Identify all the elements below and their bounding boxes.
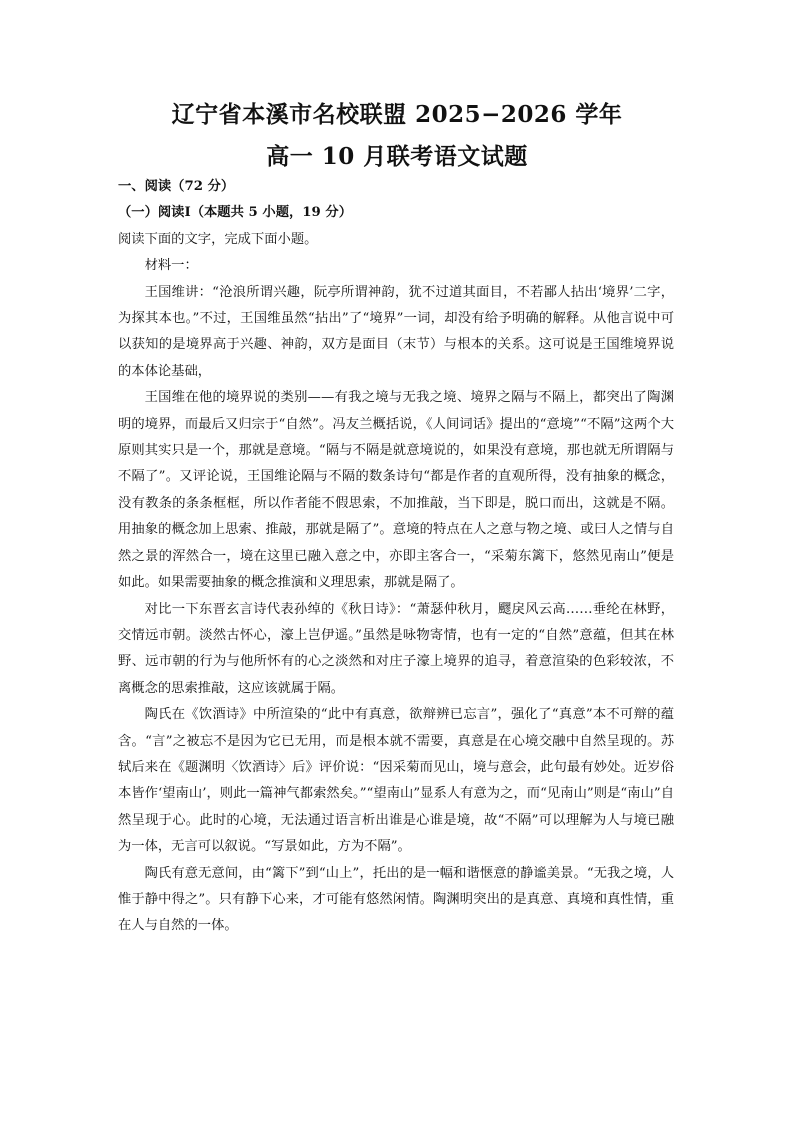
paragraph-2: 王国维在他的境界说的类别——有我之境与无我之境、境界之隔与不隔上，都突出了陶渊明的境界，而最后又归宗于“自然”。冯友兰概括说，《人间词话》提出的“意境”“不隔”这两个大原则其实只是一个，那就是意境。“隔与不隔是就意境说的，如果没有意境，那也就无所谓隔与不隔了”。又评论说，王国维论隔与不隔的数条诗句“都是作者的直观所得，没有抽象的概念，没有教条的条条框框，所以作者能不假思索，不加推敲，当下即是，脱口而出，这就是不隔。用抽象的概念加上思索、推敲，那就是隔了”。意境的特点在人之意与物之境、或曰人之情与自然之景的浑然合一，境在这里已融入意之中，亦即主客合一，“采菊东篱下，悠然见南山”便是如此。如果需要抽象的概念推演和义理思索，那就是隔了。 [118, 390, 674, 591]
paragraph-4: 陶氏在《饮酒诗》中所渲染的“此中有真意，欲辩辨已忘言”，强化了“真意”本不可辩的蕴含。“言”之被忘不是因为它已无用，而是根本就不需要，真意是在心境交融中自然呈现的。苏轼后来在《题渊明〈饮酒诗〉后》评价说：“因采菊而见山，境与意会，此句最有妙处。近岁俗本皆作‘望南山’，则此一篇神气都索然矣。”“望南山”显系人有意为之，而“见南山”则是“南山”自然呈现于心。此时的心境，无法通过语言析出谁是心谁是境，故“不隔”可以理解为人与境已融为一体，无言可以叙说。“写景如此，方为不隔”。 [118, 707, 674, 855]
document-body [118, 174, 674, 940]
document-title-line1: 辽宁省本溪市名校联盟 2025−2026 学年 [171, 101, 623, 128]
material-label: 材料一： [144, 258, 198, 274]
document-title-line2: 高一 10 月联考语文试题 [266, 143, 528, 170]
section-heading: 一、阅读（72 分） [118, 179, 235, 194]
paragraph-3: 对比一下东晋玄言诗代表孙绰的《秋日诗》：“萧瑟仲秋月，飂戾风云高……垂纶在林野，交情远市朝。淡然古怀心，濠上岂伊遥。”虽然是咏物寄情，也有一定的“自然”意蕴，但其在林野、远市朝的行为与他所怀有的心之淡然和对庄子濠上境界的追寻，着意渲染的色彩较浓，不离概念的思索推敲，这应该就属于隔。 [118, 601, 674, 696]
sub-heading: （一）阅读Ⅰ（本题共 5 小题，19 分） [118, 205, 353, 221]
paragraph-5: 陶氏有意无意间，由“篱下”到“山上”，托出的是一幅和谐惬意的静谧美景。“无我之境，人惟于静中得之”。只有静下心来，才可能有悠然闲情。陶渊明突出的是真意、真境和真性情，重在人与自然的一体。 [118, 865, 674, 934]
paragraph-1: 王国维讲：“沧浪所谓兴趣，阮亭所谓神韵，犹不过道其面目，不若鄙人拈出‘境界’二字，为探其本也。”不过，王国维虽然“拈出”了“境界”一词，却没有给予明确的解释。从他言说中可以获知的是境界高于兴趣、神韵，双方是面目（末节）与根本的关系。这可说是王国维境界说的本体论基础， [118, 284, 674, 379]
instruction-text: 阅读下面的文字，完成下面小题。 [118, 231, 318, 247]
